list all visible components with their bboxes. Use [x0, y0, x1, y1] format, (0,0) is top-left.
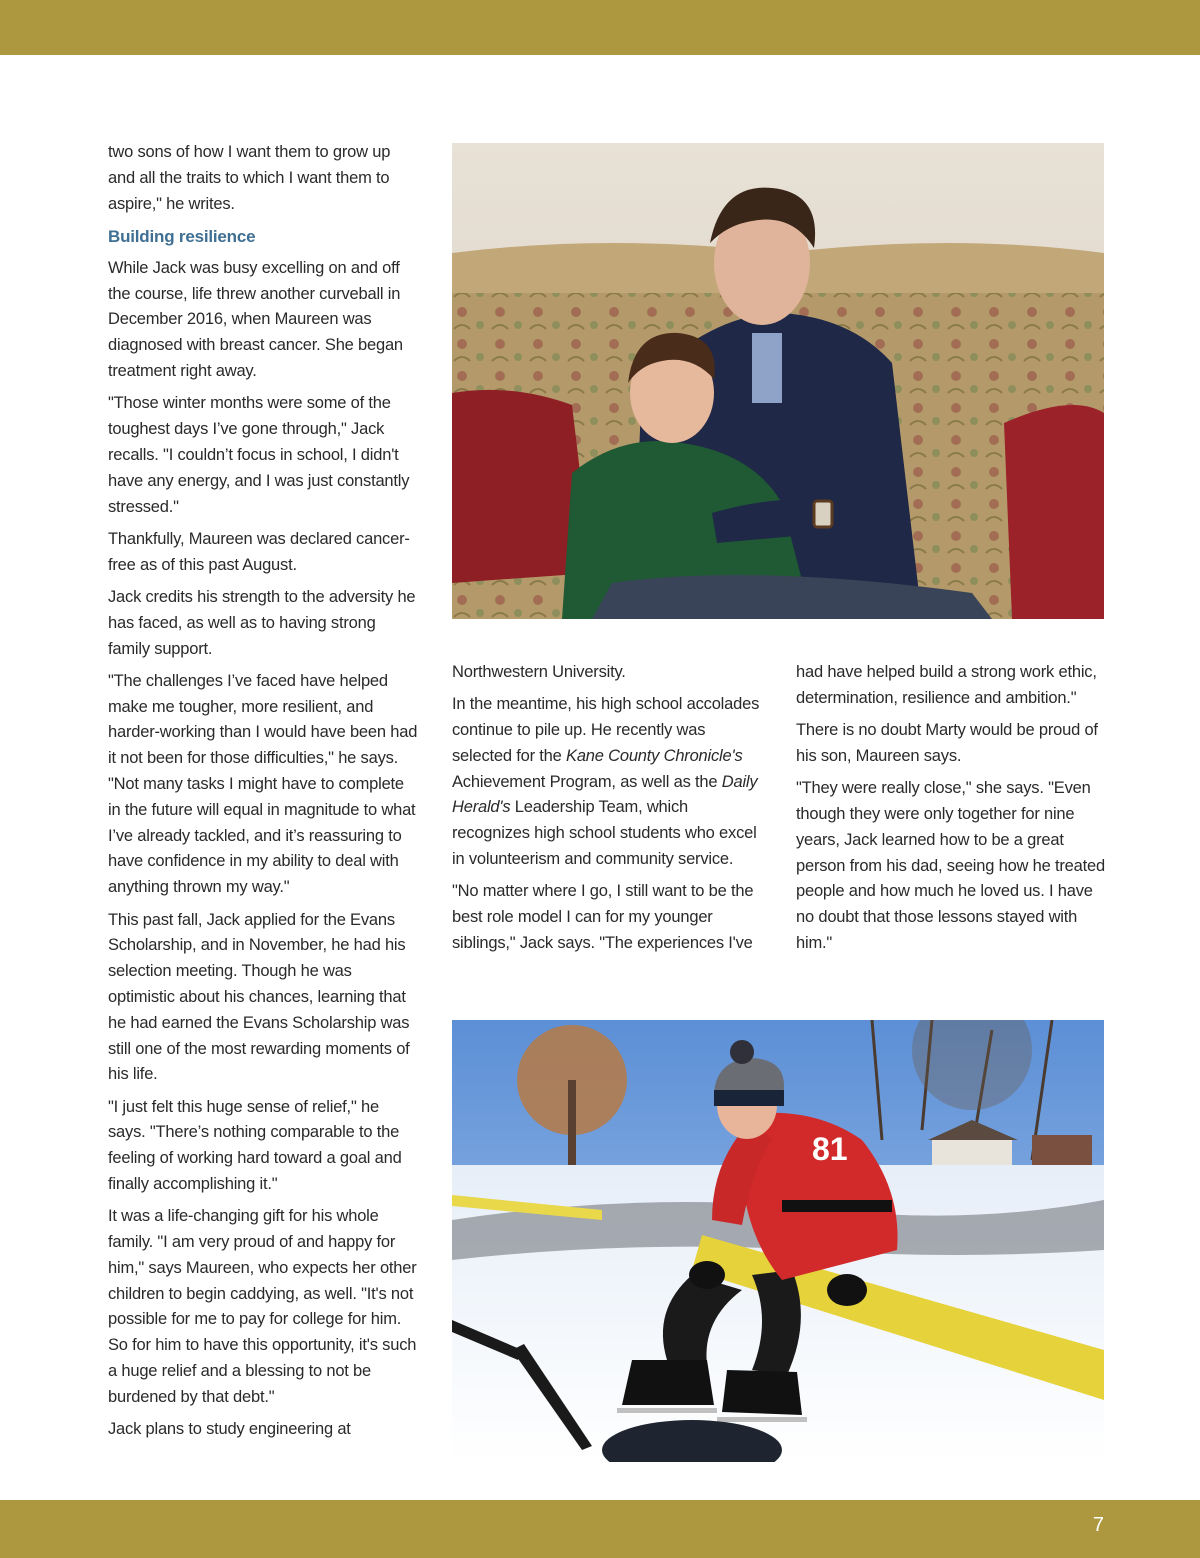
paragraph [452, 692, 764, 873]
page-number: 7 [1092, 1514, 1104, 1536]
paragraph: "No matter where I go, I still want to be the best role model I can for my younger siblings," Jack says. "The experiences I've [452, 882, 754, 952]
top-color-band [0, 0, 1200, 55]
jersey-number-text: 81 [812, 1131, 848, 1167]
text-run: In the meantime, his high school accolades continue to pile up. He recently was selected for the [452, 695, 760, 765]
paragraph: "Those winter months were some of the toughest days I’ve gone through," Jack recalls. "I couldn’t focus in school, I didn't have any energy, and I was just constantly stressed." [108, 394, 410, 516]
paragraph: There is no doubt Marty would be proud of his son, Maureen says. [796, 721, 1098, 765]
paragraph: Northwestern University. [452, 663, 626, 681]
photo-brothers-illustration [452, 143, 1104, 619]
section-subhead: Building resilience [108, 226, 256, 246]
paragraph: had have helped build a strong work ethic, determination, resilience and ambition." [796, 663, 1097, 707]
article-column-2 [452, 660, 764, 963]
paragraph: Jack credits his strength to the adversity he has faced, as well as to having strong family support. [108, 587, 416, 658]
paragraph: "They were really close," she says. "Even though they were only together for nine years, Jack learned how to be a great person from his dad, seeing how he treated people and how much he loved us. I have no doubt that those lessons stayed with him." [796, 779, 1105, 952]
publication-name: Daily Herald's [452, 772, 758, 817]
paragraph: two sons of how I want them to grow up and all the traits to which I want them to aspire," he writes. [108, 143, 391, 213]
article-column-1 [108, 140, 418, 1449]
photo-brothers-on-couch [452, 143, 1104, 619]
text-run: Leadership Team, which recognizes high school students who excel in volunteerism and community service. [452, 798, 757, 869]
publication-name: Kane County Chronicle's [566, 746, 743, 765]
paragraph: Jack plans to study engineering at [108, 1420, 351, 1439]
paragraph: It was a life-changing gift for his whole family. "I am very proud of and happy for him," says Maureen, who expects her other children to begin caddying, as well. "It's not possible for me to pay for college for him. So for him to have this opportunity, it's such a huge relief and a blessing to not be burdened by that debt." [108, 1207, 417, 1406]
paragraph: This past fall, Jack applied for the Evans Scholarship, and in November, he had his selection meeting. Though he was optimistic about his chances, learning that he had earned the Evans Scholarship was still one of the most rewarding moments of his life. [108, 910, 410, 1084]
photo-hockey-player-snow [452, 1020, 1104, 1462]
photo-hockey-illustration [452, 1020, 1104, 1462]
paragraph: While Jack was busy excelling on and off the course, life threw another curveball in December 2016, when Maureen was diagnosed with breast cancer. She began treatment right away. [108, 258, 403, 381]
paragraph: Thankfully, Maureen was declared cancer-free as of this past August. [108, 529, 410, 574]
paragraph: "I just felt this huge sense of relief," he says. "There’s nothing comparable to the feeling of working hard toward a goal and finally accomplishing it." [108, 1097, 402, 1193]
paragraph: "The challenges I’ve faced have helped make me tougher, more resilient, and harder-working than I would have been had it not been for those difficulties," he says. "Not many tasks I might have to complete in the future will equal in magnitude to what I’ve already tackled, and it’s reassuring to have confidence in my ability to deal with anything thrown my way." [108, 671, 418, 897]
bottom-color-band [0, 1500, 1200, 1558]
text-run: Achievement Program, as well as the [452, 772, 722, 791]
article-column-3 [796, 660, 1106, 963]
